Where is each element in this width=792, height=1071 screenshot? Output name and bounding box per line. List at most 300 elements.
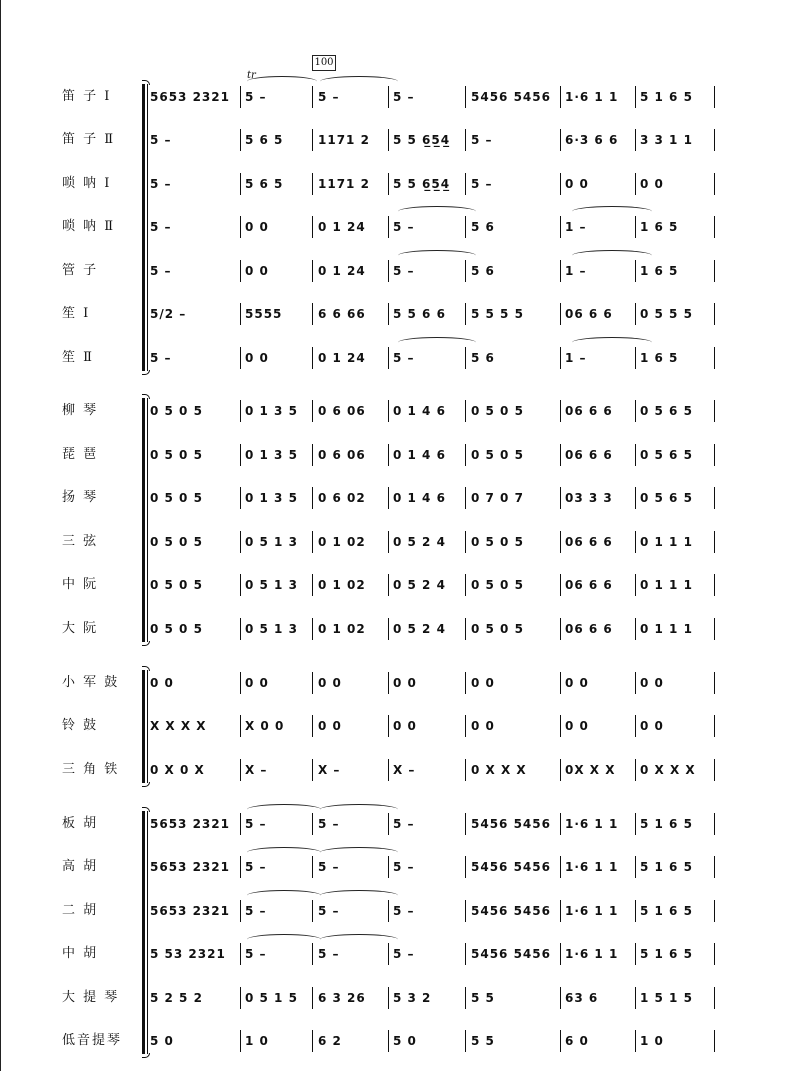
barline xyxy=(388,173,389,195)
measure: 6 2 xyxy=(318,1034,342,1048)
barline xyxy=(240,347,241,369)
barline xyxy=(312,900,313,922)
measure: 5 53 2321 xyxy=(150,947,226,961)
instrument-row xyxy=(0,529,792,555)
measure: 0 0 xyxy=(640,177,664,191)
measure: 0 0 xyxy=(393,676,417,690)
measure: X – xyxy=(318,763,341,777)
barline xyxy=(635,618,636,640)
measure: 5 – xyxy=(245,817,267,831)
instrument-label: 管 子 xyxy=(62,263,99,278)
measure: 5653 2321 xyxy=(150,817,230,831)
barline xyxy=(560,1030,561,1052)
measure: 0 1 3 5 xyxy=(245,404,298,418)
measure: 1 0 xyxy=(245,1034,269,1048)
barline xyxy=(714,943,715,965)
barline xyxy=(388,487,389,509)
measure: X 0 0 xyxy=(245,719,285,733)
measure: 5 6 5 xyxy=(245,177,284,191)
barline xyxy=(312,715,313,737)
measure: 0 0 xyxy=(565,719,589,733)
instrument-label: 笛 子 Ⅱ xyxy=(62,132,116,147)
barline xyxy=(714,400,715,422)
instrument-label: 笙 Ⅰ xyxy=(62,306,91,321)
measure: 5 – xyxy=(393,904,415,918)
barline xyxy=(240,400,241,422)
measure: 0 1 02 xyxy=(318,535,366,549)
measure: 5 – xyxy=(393,90,415,104)
barline xyxy=(560,129,561,151)
measure: 5 6 xyxy=(471,351,495,365)
barline xyxy=(240,260,241,282)
measure: 0 0 xyxy=(150,676,174,690)
measure: 5 – xyxy=(318,860,340,874)
measure: 6 0 xyxy=(565,1034,589,1048)
barline xyxy=(240,444,241,466)
instrument-label: 铃 鼓 xyxy=(62,718,99,733)
instrument-row xyxy=(0,985,792,1011)
measure: 0 0 xyxy=(318,676,342,690)
barline xyxy=(388,303,389,325)
measure: 0 0 xyxy=(245,264,269,278)
instrument-row xyxy=(0,1028,792,1054)
measure: 0 1 3 5 xyxy=(245,448,298,462)
measure: X – xyxy=(245,763,268,777)
barline xyxy=(465,129,466,151)
barline xyxy=(714,260,715,282)
barline xyxy=(465,900,466,922)
measure: 1·6 1 1 xyxy=(565,860,619,874)
barline xyxy=(560,216,561,238)
measure: 0 6 06 xyxy=(318,448,366,462)
barline xyxy=(240,618,241,640)
measure: 5456 5456 xyxy=(471,817,551,831)
measure: 0 0 xyxy=(640,719,664,733)
instrument-row xyxy=(0,485,792,511)
instrument-label: 大 提 琴 xyxy=(62,990,120,1005)
barline xyxy=(312,303,313,325)
measure: 1 6 5 xyxy=(640,264,679,278)
instrument-label: 二 胡 xyxy=(62,903,99,918)
measure: 0 X 0 X xyxy=(150,763,205,777)
measure: 0 5 1 3 xyxy=(245,535,298,549)
measure: 5653 2321 xyxy=(150,904,230,918)
slur xyxy=(398,337,476,348)
measure: 5 0 xyxy=(150,1034,174,1048)
barline xyxy=(635,129,636,151)
barline xyxy=(714,531,715,553)
barline xyxy=(465,173,466,195)
measure: 0 1 24 xyxy=(318,220,366,234)
instrument-label: 三 角 铁 xyxy=(62,762,120,777)
measure: 0 5 0 5 xyxy=(150,578,203,592)
measure: 5 5 6 6 xyxy=(393,307,446,321)
barline xyxy=(635,86,636,108)
barline xyxy=(714,173,715,195)
bowed-group-brace xyxy=(138,811,148,1054)
slur xyxy=(398,206,476,217)
instrument-row xyxy=(0,898,792,924)
barline xyxy=(714,216,715,238)
barline xyxy=(714,129,715,151)
measure: 5456 5456 xyxy=(471,90,551,104)
measure: 1·6 1 1 xyxy=(565,904,619,918)
barline xyxy=(560,813,561,835)
barline xyxy=(388,1030,389,1052)
measure: 5 – xyxy=(393,860,415,874)
barline xyxy=(714,618,715,640)
barline xyxy=(240,129,241,151)
plucked-group-brace xyxy=(138,398,148,642)
barline xyxy=(388,943,389,965)
barline xyxy=(388,856,389,878)
barline xyxy=(714,813,715,835)
instrument-label: 琵 琶 xyxy=(62,447,99,462)
barline xyxy=(388,618,389,640)
measure: 5 3 2 xyxy=(393,991,432,1005)
barline xyxy=(312,173,313,195)
barline xyxy=(240,303,241,325)
barline xyxy=(388,574,389,596)
barline xyxy=(312,574,313,596)
barline xyxy=(240,487,241,509)
measure: 0 5 6 5 xyxy=(640,491,693,505)
measure: 5 – xyxy=(471,133,493,147)
instrument-row xyxy=(0,127,792,153)
barline xyxy=(388,400,389,422)
barline xyxy=(560,987,561,1009)
measure: X – xyxy=(393,763,416,777)
barline xyxy=(312,86,313,108)
barline xyxy=(635,856,636,878)
barline xyxy=(388,347,389,369)
barline xyxy=(240,173,241,195)
instrument-row xyxy=(0,301,792,327)
measure: 0 5 6 5 xyxy=(640,404,693,418)
instrument-row xyxy=(0,214,792,240)
barline xyxy=(560,260,561,282)
barline xyxy=(465,400,466,422)
measure: 0 5 0 5 xyxy=(471,404,524,418)
slur xyxy=(572,337,652,348)
measure: 5 6 xyxy=(471,220,495,234)
barline xyxy=(240,813,241,835)
instrument-label: 柳 琴 xyxy=(62,403,99,418)
instrument-label: 中 胡 xyxy=(62,946,99,961)
barline xyxy=(465,216,466,238)
instrument-label: 扬 琴 xyxy=(62,490,99,505)
barline xyxy=(465,303,466,325)
measure: 5456 5456 xyxy=(471,860,551,874)
barline xyxy=(714,347,715,369)
measure: 1·6 1 1 xyxy=(565,90,619,104)
barline xyxy=(635,444,636,466)
barline xyxy=(635,987,636,1009)
instrument-label: 笙 Ⅱ xyxy=(62,350,94,365)
slur xyxy=(247,804,321,815)
barline xyxy=(635,759,636,781)
measure: 0 1 24 xyxy=(318,264,366,278)
measure: 5 5 5 5 xyxy=(471,307,524,321)
barline xyxy=(388,759,389,781)
barline xyxy=(240,574,241,596)
measure: 0 7 0 7 xyxy=(471,491,524,505)
barline xyxy=(635,216,636,238)
measure: 5 1 6 5 xyxy=(640,904,693,918)
barline xyxy=(635,303,636,325)
barline xyxy=(312,618,313,640)
barline xyxy=(240,672,241,694)
barline xyxy=(312,813,313,835)
barline xyxy=(560,672,561,694)
barline xyxy=(714,759,715,781)
measure: 5 5 6̲5̲4̲ xyxy=(393,177,451,191)
measure: 5653 2321 xyxy=(150,860,230,874)
measure: X X X X xyxy=(150,719,207,733)
barline xyxy=(635,943,636,965)
barline xyxy=(240,856,241,878)
barline xyxy=(560,86,561,108)
measure: 0 5 2 4 xyxy=(393,622,446,636)
measure: 5 – xyxy=(245,947,267,961)
barline xyxy=(465,531,466,553)
barline xyxy=(714,900,715,922)
barline xyxy=(635,487,636,509)
measure: 0 0 xyxy=(245,220,269,234)
measure: 0 5 2 4 xyxy=(393,578,446,592)
slur xyxy=(398,250,476,261)
barline xyxy=(240,1030,241,1052)
slur xyxy=(320,76,398,87)
barline xyxy=(635,1030,636,1052)
barline xyxy=(714,856,715,878)
measure: 1171 2 xyxy=(318,133,370,147)
barline xyxy=(714,1030,715,1052)
measure: 06 6 6 xyxy=(565,535,613,549)
measure: 5 0 xyxy=(393,1034,417,1048)
instrument-row xyxy=(0,616,792,642)
barline xyxy=(714,672,715,694)
measure: 0 5 0 5 xyxy=(471,622,524,636)
measure: 6 3 26 xyxy=(318,991,366,1005)
slur xyxy=(247,934,321,945)
instrument-label: 三 弦 xyxy=(62,534,99,549)
measure: 0 0 xyxy=(393,719,417,733)
barline xyxy=(465,672,466,694)
measure: 5 – xyxy=(150,220,172,234)
measure: 0 1 4 6 xyxy=(393,491,446,505)
measure: 5 1 6 5 xyxy=(640,817,693,831)
measure: 0 5 0 5 xyxy=(150,404,203,418)
barline xyxy=(240,216,241,238)
measure: 0 1 1 1 xyxy=(640,578,693,592)
measure: 0 5 0 5 xyxy=(150,535,203,549)
measure: 5 1 6 5 xyxy=(640,947,693,961)
measure: 5 – xyxy=(393,817,415,831)
measure: 5555 xyxy=(245,307,283,321)
measure: 06 6 6 xyxy=(565,404,613,418)
measure: 5 – xyxy=(393,351,415,365)
barline xyxy=(312,672,313,694)
instrument-row xyxy=(0,171,792,197)
measure: 5 – xyxy=(150,351,172,365)
barline xyxy=(240,86,241,108)
measure: 06 6 6 xyxy=(565,622,613,636)
barline xyxy=(465,1030,466,1052)
measure: 1 0 xyxy=(640,1034,664,1048)
barline xyxy=(714,987,715,1009)
measure: 5 – xyxy=(393,264,415,278)
instrument-label: 中 阮 xyxy=(62,577,99,592)
barline xyxy=(714,715,715,737)
measure: 5 – xyxy=(245,90,267,104)
barline xyxy=(465,813,466,835)
instrument-row xyxy=(0,398,792,424)
instrument-label: 大 阮 xyxy=(62,621,99,636)
measure: 5 – xyxy=(150,264,172,278)
measure: 1·6 1 1 xyxy=(565,947,619,961)
measure: 0 5 0 5 xyxy=(150,622,203,636)
measure: 0 1 1 1 xyxy=(640,622,693,636)
barline xyxy=(560,856,561,878)
measure: 0 5 0 5 xyxy=(150,448,203,462)
barline xyxy=(240,715,241,737)
barline xyxy=(312,260,313,282)
barline xyxy=(312,1030,313,1052)
barline xyxy=(465,574,466,596)
barline xyxy=(635,813,636,835)
barline xyxy=(240,900,241,922)
barline xyxy=(388,715,389,737)
barline xyxy=(388,531,389,553)
barline xyxy=(635,574,636,596)
measure: 0 5 0 5 xyxy=(471,535,524,549)
instrument-row xyxy=(0,84,792,110)
measure: 6 6 66 xyxy=(318,307,366,321)
measure: 5456 5456 xyxy=(471,947,551,961)
measure: 0 1 4 6 xyxy=(393,448,446,462)
measure: 1 – xyxy=(565,351,587,365)
measure: 06 6 6 xyxy=(565,448,613,462)
barline xyxy=(240,759,241,781)
instrument-label: 唢 呐 Ⅱ xyxy=(62,219,116,234)
measure: 5653 2321 xyxy=(150,90,230,104)
barline xyxy=(312,943,313,965)
barline xyxy=(714,574,715,596)
barline xyxy=(388,86,389,108)
barline xyxy=(635,715,636,737)
measure: 5 – xyxy=(471,177,493,191)
measure: 0 X X X xyxy=(640,763,696,777)
measure: 06 6 6 xyxy=(565,578,613,592)
measure: 0 1 24 xyxy=(318,351,366,365)
measure: 0 0 xyxy=(565,676,589,690)
measure: 0 1 3 5 xyxy=(245,491,298,505)
barline xyxy=(714,303,715,325)
barline xyxy=(388,129,389,151)
measure: 5/2 – xyxy=(150,307,187,321)
measure: 1 5 1 5 xyxy=(640,991,693,1005)
barline xyxy=(312,216,313,238)
measure: 5 5 6̲5̲4̲ xyxy=(393,133,451,147)
instrument-label: 小 军 鼓 xyxy=(62,675,120,690)
measure: 5 – xyxy=(318,90,340,104)
barline xyxy=(635,672,636,694)
measure: 0 0 xyxy=(471,676,495,690)
measure: 6·3 6 6 xyxy=(565,133,619,147)
barline xyxy=(560,618,561,640)
measure: 5 6 5 xyxy=(245,133,284,147)
measure: 0 0 xyxy=(318,719,342,733)
barline xyxy=(560,347,561,369)
measure: 0 1 02 xyxy=(318,578,366,592)
measure: 06 6 6 xyxy=(565,307,613,321)
barline xyxy=(465,856,466,878)
slur xyxy=(572,250,652,261)
barline xyxy=(240,943,241,965)
barline xyxy=(388,444,389,466)
barline xyxy=(312,759,313,781)
slur xyxy=(320,890,398,901)
measure: 5 – xyxy=(393,220,415,234)
slur xyxy=(572,206,652,217)
barline xyxy=(560,173,561,195)
barline xyxy=(635,900,636,922)
measure: 0 5 1 5 xyxy=(245,991,298,1005)
barline xyxy=(560,487,561,509)
measure: 5 – xyxy=(393,947,415,961)
measure: 0 0 xyxy=(245,351,269,365)
instrument-label: 笛 子 Ⅰ xyxy=(62,89,112,104)
rehearsal-mark: 100 xyxy=(312,55,336,71)
slur xyxy=(247,890,321,901)
measure: 5 5 xyxy=(471,1034,495,1048)
slur xyxy=(320,847,398,858)
barline xyxy=(465,487,466,509)
measure: 0 5 1 3 xyxy=(245,622,298,636)
measure: 5 2 5 2 xyxy=(150,991,203,1005)
measure: 0 5 1 3 xyxy=(245,578,298,592)
measure: 5 6 xyxy=(471,264,495,278)
measure: 5 1 6 5 xyxy=(640,90,693,104)
barline xyxy=(560,303,561,325)
measure: 63 6 xyxy=(565,991,599,1005)
measure: 0 0 xyxy=(245,676,269,690)
instrument-row xyxy=(0,572,792,598)
barline xyxy=(560,943,561,965)
barline xyxy=(388,900,389,922)
barline xyxy=(465,444,466,466)
barline xyxy=(714,444,715,466)
measure: 0 1 02 xyxy=(318,622,366,636)
measure: 1·6 1 1 xyxy=(565,817,619,831)
measure: 0 0 xyxy=(640,676,664,690)
barline xyxy=(312,531,313,553)
instrument-row xyxy=(0,442,792,468)
measure: 5456 5456 xyxy=(471,904,551,918)
measure: 1 – xyxy=(565,220,587,234)
barline xyxy=(635,531,636,553)
barline xyxy=(312,487,313,509)
measure: 5 – xyxy=(318,904,340,918)
trill-mark: tr xyxy=(247,70,256,81)
measure: 5 – xyxy=(245,860,267,874)
barline xyxy=(635,347,636,369)
barline xyxy=(388,260,389,282)
measure: 0 X X X xyxy=(471,763,527,777)
measure: 5 – xyxy=(318,817,340,831)
barline xyxy=(714,86,715,108)
